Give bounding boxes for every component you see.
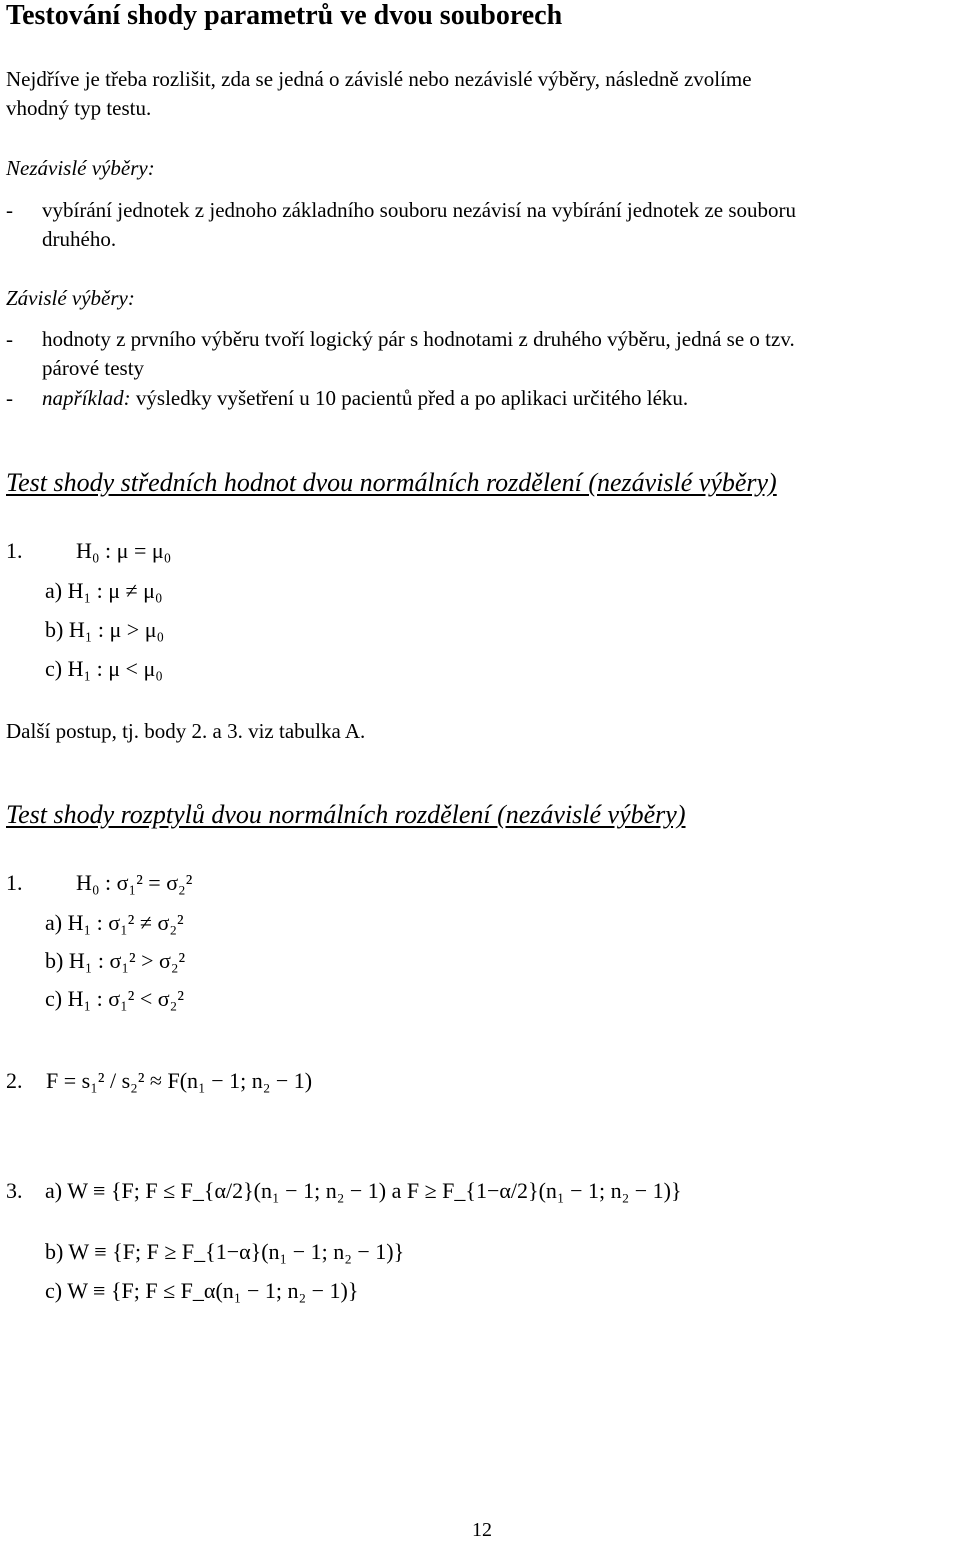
dependent-heading: Závislé výběry: <box>6 286 135 310</box>
critical-region-b: b) W ≡ {F; F ≥ F_{1−α}(n₁ − 1; n₂ − 1)} <box>45 1239 405 1264</box>
dependent-item-2 <box>42 383 688 413</box>
var-hc: c) H₁ : σ₁² < σ₂² <box>45 986 184 1011</box>
var-ha: a) H₁ : σ₁² ≠ σ₂² <box>45 910 184 935</box>
var-h0: H₀ : σ₁² = σ₂² <box>76 870 193 895</box>
var-step-2-label: 2. <box>6 1068 23 1093</box>
independent-item-line-1: vybírání jednotek z jednoho základního souboru nezávisí na vybírání jednotek ze souboru <box>42 198 797 222</box>
f-statistic: F = s₁² / s₂² ≈ F(n₁ − 1; n₂ − 1) <box>46 1068 313 1093</box>
means-ha: a) H₁ : μ ≠ μ₀ <box>45 578 163 603</box>
means-h0: H₀ : μ = μ₀ <box>76 538 172 563</box>
critical-region-c: c) W ≡ {F; F ≤ F_α(n₁ − 1; n₂ − 1)} <box>45 1278 359 1303</box>
var-step-1-label: 1. <box>6 870 23 895</box>
dependent-item-1-line-2: párové testy <box>42 356 145 380</box>
var-hb: b) H₁ : σ₁² > σ₂² <box>45 948 186 973</box>
page-title: Testování shody parametrů ve dvou souborech <box>6 0 563 31</box>
means-next-steps: Další postup, tj. body 2. a 3. viz tabulka A. <box>6 719 366 743</box>
intro-line-1: Nejdříve je třeba rozlišit, zda se jedná o závislé nebo nezávislé výběry, následně zvolíme <box>6 67 752 91</box>
dependent-item-1-line-1: hodnoty z prvního výběru tvoří logický pár s hodnotami z druhého výběru, jedná se o tzv. <box>42 327 795 351</box>
means-hc: c) H₁ : μ < μ₀ <box>45 656 163 681</box>
section-variance-heading: Test shody rozptylů dvou normálních rozdělení (nezávislé výběry) <box>6 800 686 829</box>
intro-line-2: vhodný typ testu. <box>6 96 152 120</box>
means-step-1-label: 1. <box>6 538 23 563</box>
bullet: - <box>6 386 13 410</box>
independent-item-line-2: druhého. <box>42 227 117 251</box>
page-number: 12 <box>472 1519 492 1541</box>
var-step-3-label: 3. <box>6 1178 23 1203</box>
means-hb: b) H₁ : μ > μ₀ <box>45 617 165 642</box>
example-text: výsledky vyšetření u 10 pacientů před a po aplikaci určitého léku. <box>130 386 689 410</box>
independent-heading: Nezávislé výběry: <box>6 156 155 180</box>
example-label: například: <box>42 386 131 410</box>
bullet: - <box>6 198 13 222</box>
critical-region-a: a) W ≡ {F; F ≤ F_{α/2}(n₁ − 1; n₂ − 1) a F ≥ F_{1−α/2}(n₁ − 1; n₂ − 1)} <box>45 1178 682 1203</box>
bullet: - <box>6 327 13 351</box>
section-means-heading: Test shody středních hodnot dvou normálních rozdělení (nezávislé výběry) <box>6 468 777 497</box>
